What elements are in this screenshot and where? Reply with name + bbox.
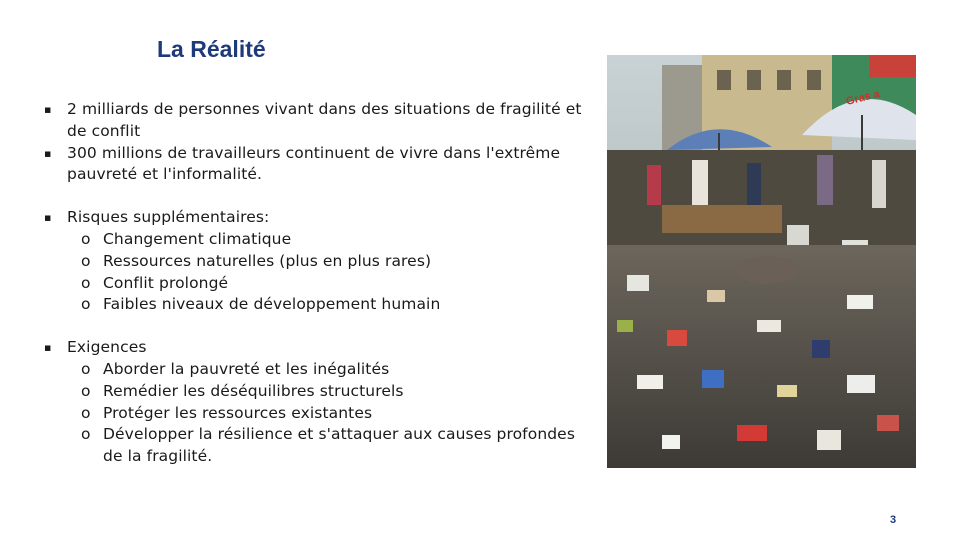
stall-table (662, 205, 782, 233)
circle-bullet-icon: o (81, 295, 91, 314)
sub-bullet-text: Développer la résilience et s'attaquer aux causes profondes de la fragilité. (103, 425, 575, 466)
debris (757, 320, 781, 332)
debris (847, 375, 875, 393)
person (692, 160, 708, 205)
photo-illustration (607, 55, 916, 468)
sub-bullet-item (44, 403, 584, 425)
bullet-text: 300 millions de travailleurs continuent de vivre dans l'extrême pauvreté et l'informalité. (67, 143, 561, 184)
square-bullet-icon: ▪ (44, 103, 52, 116)
circle-bullet-icon: o (81, 229, 91, 248)
slide-content (44, 99, 584, 489)
umbrella-print: Gras a (844, 87, 881, 108)
debris (707, 290, 725, 302)
debris (702, 370, 724, 388)
sub-bullet-list (44, 359, 584, 468)
square-bullet-icon: ▪ (44, 146, 52, 160)
sub-bullet-text: Conflit prolongé (103, 273, 229, 292)
sub-bullet-text: Aborder la pauvreté et les inégalités (103, 359, 390, 378)
market-debris-photo (607, 55, 916, 468)
person (647, 165, 661, 205)
debris (617, 320, 633, 332)
bullet-heading: Risques supplémentaires: (67, 208, 270, 227)
debris (817, 430, 841, 450)
debris (667, 330, 687, 346)
circle-bullet-icon: o (81, 381, 91, 400)
sub-bullet-text: Remédier les déséquilibres structurels (103, 381, 404, 400)
debris (847, 295, 873, 309)
building-window (717, 70, 731, 90)
sub-bullet-item (44, 251, 584, 273)
bullet-group-requirements (44, 337, 584, 468)
circle-bullet-icon: o (81, 251, 91, 270)
person (817, 155, 833, 205)
sub-bullet-item (44, 229, 584, 251)
sub-bullet-item (44, 273, 584, 295)
debris (777, 385, 797, 397)
debris (737, 425, 767, 441)
building-window (777, 70, 791, 90)
bullet-item (44, 207, 584, 229)
bullet-heading: Exigences (67, 338, 147, 357)
building-window (747, 70, 761, 90)
sign-banner (869, 55, 916, 77)
building-window (807, 70, 821, 90)
page-number: 3 (890, 514, 897, 526)
square-bullet-icon: ▪ (44, 211, 52, 225)
square-bullet-icon: ▪ (44, 341, 52, 355)
sub-bullet-text: Changement climatique (103, 229, 292, 248)
circle-bullet-icon: o (81, 273, 91, 292)
bullet-group-situation (44, 99, 584, 186)
debris (637, 375, 663, 389)
sub-bullet-item (44, 294, 584, 316)
circle-bullet-icon: o (81, 425, 91, 444)
sub-bullet-item (44, 381, 584, 403)
debris (662, 435, 680, 449)
sub-bullet-text: Faibles niveaux de développement humain (103, 295, 441, 314)
bullet-item (44, 99, 584, 143)
sub-bullet-list (44, 229, 584, 316)
sub-bullet-text: Protéger les ressources existantes (103, 403, 373, 422)
circle-bullet-icon: o (81, 403, 91, 422)
sub-bullet-item (44, 359, 584, 381)
bullet-group-risks (44, 207, 584, 316)
debris (627, 275, 649, 291)
slide-title: La Réalité (157, 36, 266, 62)
sub-bullet-item (44, 424, 584, 468)
debris (877, 415, 899, 431)
animal (735, 256, 799, 284)
debris (812, 340, 830, 358)
person (872, 160, 886, 208)
sub-bullet-text: Ressources naturelles (plus en plus rares) (103, 251, 432, 270)
person (747, 163, 761, 205)
bullet-item (44, 337, 584, 359)
bullet-text: 2 milliards de personnes vivant dans des situations de fragilité et de conflit (67, 100, 582, 140)
bullet-item (44, 143, 584, 187)
circle-bullet-icon: o (81, 359, 91, 378)
